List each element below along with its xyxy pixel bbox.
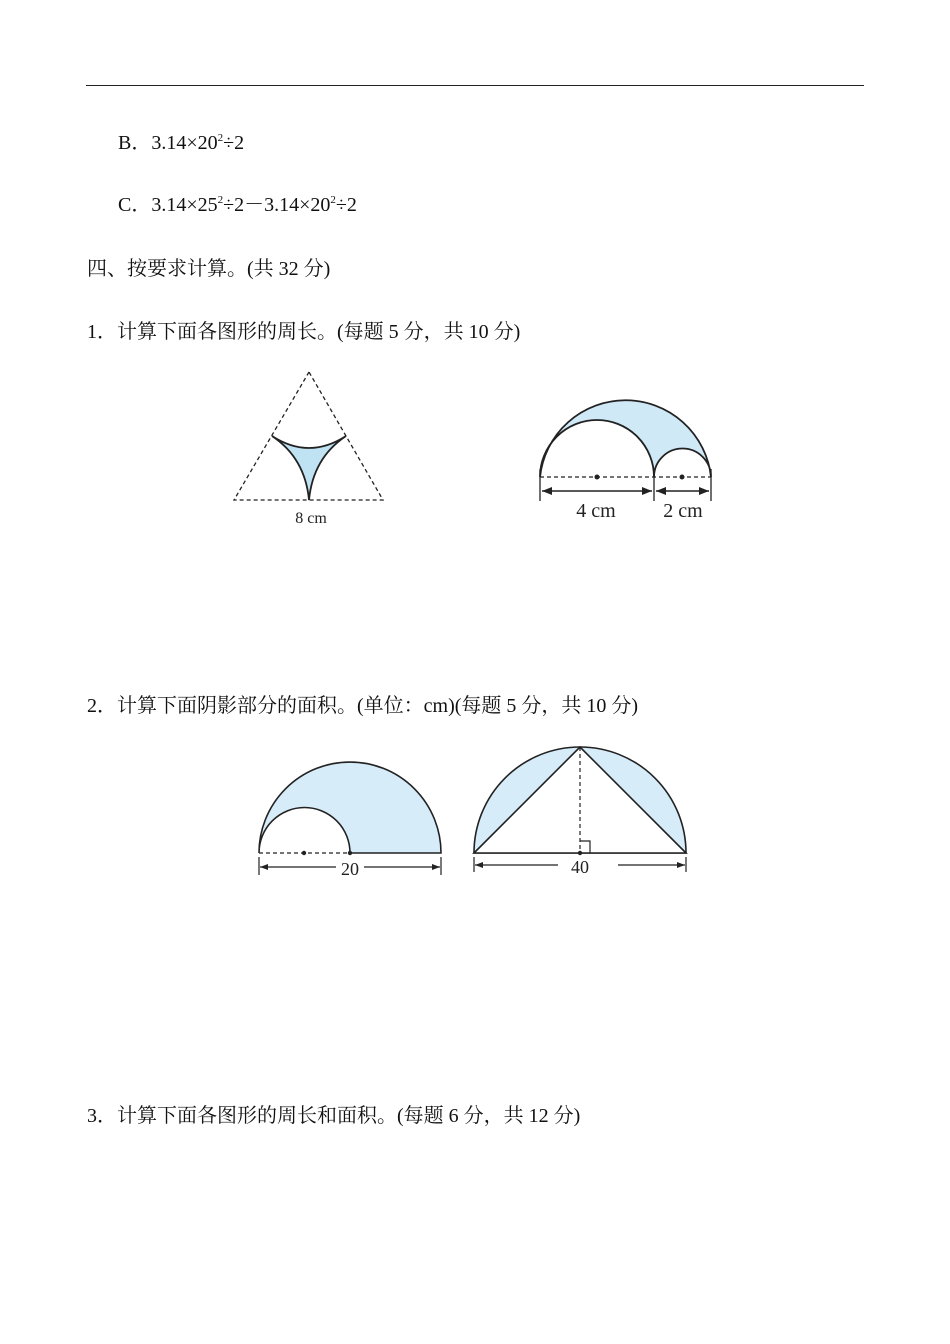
center-dot [578, 851, 582, 855]
option-b-prefix: B．3.14×20 [118, 132, 218, 154]
arrow-left [475, 862, 483, 868]
option-b [118, 130, 244, 156]
section-four-title: 四、按要求计算。(共 32 分) [87, 258, 331, 280]
option-c-part2: ÷2－3.14×20 [223, 194, 331, 216]
center-dot-left [595, 475, 600, 480]
q1-figure-a-label: 8 cm [295, 510, 327, 527]
q2-figure-a-label: 20 [341, 859, 359, 879]
option-c-exponent1: 2 [217, 194, 224, 206]
center-dot-right [680, 475, 685, 480]
question-2-title: 2．计算下面阴影部分的面积。(单位：cm)(每题 5 分，共 10 分) [87, 695, 639, 717]
small-center-dot [302, 851, 306, 855]
q2-figure-b-label: 40 [571, 857, 589, 877]
option-b-exponent: 2 [217, 132, 224, 144]
big-center-dot [348, 851, 352, 855]
q2-figure-semicircle [250, 745, 450, 885]
option-b-suffix: ÷2 [223, 132, 245, 154]
option-c-part3: ÷2 [335, 194, 357, 216]
option-c-exponent2: 2 [330, 194, 336, 206]
arrow-right-start [656, 487, 666, 495]
q1-figure-triangle [225, 362, 395, 532]
q1-figure-b-label-right: 2 cm [663, 500, 703, 522]
q2-figure-triangle-in-semicircle [466, 740, 696, 885]
q1-figure-b-label-left: 4 cm [576, 500, 616, 522]
shaded-region [259, 762, 441, 853]
question-3-title: 3．计算下面各图形的周长和面积。(每题 6 分，共 12 分) [87, 1105, 581, 1127]
curved-star-shape [272, 436, 346, 500]
arrow-right [432, 864, 440, 870]
header-rule [86, 85, 864, 86]
arrow-right-end [699, 487, 709, 495]
arrow-left [260, 864, 268, 870]
arrow-left-end [642, 487, 652, 495]
question-1-title: 1．计算下面各图形的周长。(每题 5 分，共 10 分) [87, 321, 521, 343]
option-c [118, 192, 357, 218]
outer-semicircle-shade [540, 400, 711, 477]
arrow-right [677, 862, 685, 868]
arrow-left-start [542, 487, 552, 495]
q1-figure-semicircles [530, 385, 725, 530]
option-c-part1: C．3.14×25 [118, 194, 218, 216]
